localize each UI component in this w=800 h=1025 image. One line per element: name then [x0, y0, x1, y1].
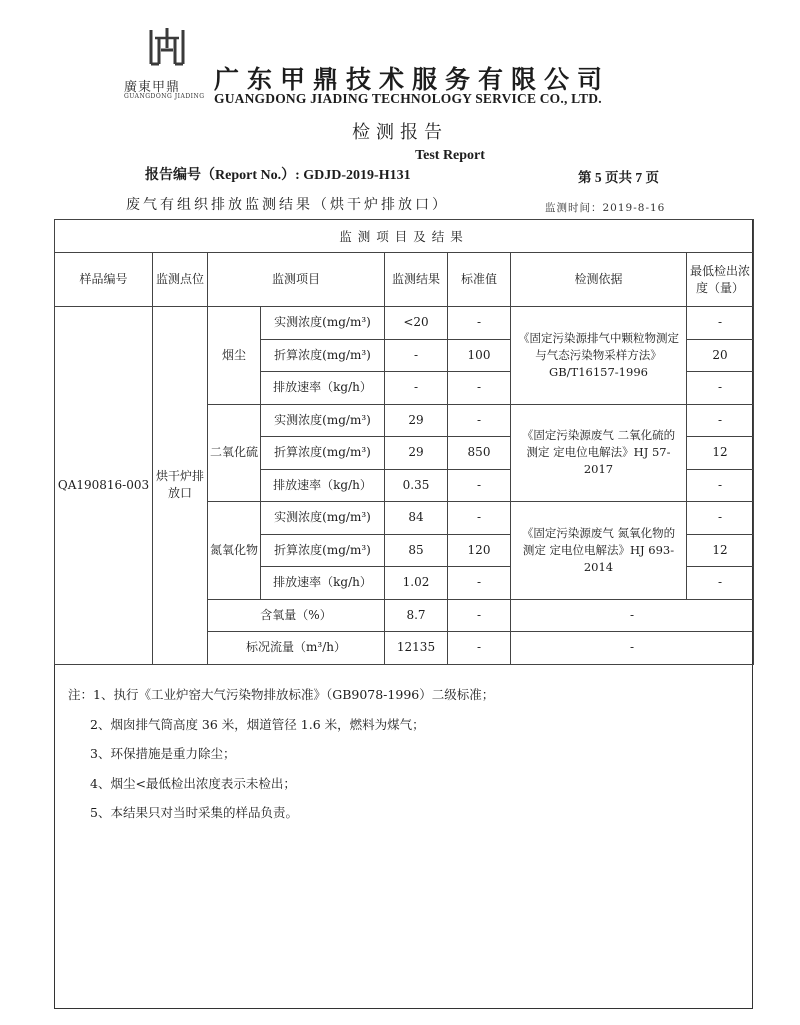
- point-cell: 烘干炉排放口: [153, 307, 208, 665]
- note-item: 2、烟囱排气筒高度 36 米，烟道管径 1.6 米，燃料为煤气；: [90, 716, 425, 732]
- report-number: 报告编号（Report No.）: GDJD-2019-H131: [145, 168, 411, 183]
- standard-cell: -: [448, 502, 511, 535]
- item-cell: 折算浓度(mg/m³): [261, 339, 385, 372]
- group-name: 二氧化硫: [208, 404, 261, 502]
- item-cell: 实测浓度(mg/m³): [261, 404, 385, 437]
- standard-cell: -: [448, 599, 511, 632]
- page-number: 第 5 页共 7 页: [578, 170, 659, 185]
- min-detect-cell: 20: [687, 339, 754, 372]
- min-detect-cell: -: [687, 567, 754, 600]
- basis-cell: 《固定污染源废气 氮氧化物的测定 定电位电解法》HJ 693-2014: [511, 502, 687, 600]
- result-cell: 0.35: [385, 469, 448, 502]
- group-name: 氮氧化物: [208, 502, 261, 600]
- min-detect-cell: -: [687, 469, 754, 502]
- basis-cell: 《固定污染源废气 二氧化硫的测定 定电位电解法》HJ 57-2017: [511, 404, 687, 502]
- min-detect-cell: -: [687, 404, 754, 437]
- header-sample-id: 样品编号: [55, 253, 153, 307]
- result-cell: <20: [385, 307, 448, 340]
- standard-cell: -: [448, 372, 511, 405]
- min-detect-cell: 12: [687, 534, 754, 567]
- item-cell: 排放速率（kg/h）: [261, 469, 385, 502]
- item-cell: 排放速率（kg/h）: [261, 372, 385, 405]
- item-cell: 实测浓度(mg/m³): [261, 307, 385, 340]
- note-item: 5、本结果只对当时采集的样品负责。: [90, 805, 298, 820]
- basis-cell: -: [511, 632, 754, 665]
- report-title-en: Test Report: [415, 148, 485, 163]
- result-cell: -: [385, 372, 448, 405]
- company-name-en: GUANGDONG JIADING TECHNOLOGY SERVICE CO., LTD.: [214, 91, 602, 106]
- result-cell: 85: [385, 534, 448, 567]
- sample-id-cell: QA190816-003: [55, 307, 153, 665]
- header-result: 监测结果: [385, 253, 448, 307]
- basis-cell: 《固定污染源排气中颗粒物测定与气态污染物采样方法》GB/T16157-1996: [511, 307, 687, 405]
- section-title: 废气有组织排放监测结果（烘干炉排放口）: [126, 197, 449, 213]
- notes-block: [68, 680, 494, 828]
- result-cell: 84: [385, 502, 448, 535]
- standard-cell: -: [448, 307, 511, 340]
- standard-cell: 120: [448, 534, 511, 567]
- company-name-cn: 广东甲鼎技术服务有限公司: [214, 65, 611, 94]
- min-detect-cell: -: [687, 502, 754, 535]
- result-cell: 29: [385, 437, 448, 470]
- standard-cell: -: [448, 404, 511, 437]
- table-header-row: [55, 253, 754, 307]
- results-table: [54, 219, 754, 665]
- min-detect-cell: 12: [687, 437, 754, 470]
- result-cell: 1.02: [385, 567, 448, 600]
- header-basis: 检测依据: [511, 253, 687, 307]
- header-min-detect: 最低检出浓度（量）: [687, 253, 754, 307]
- standard-cell: -: [448, 632, 511, 665]
- header-standard: 标准值: [448, 253, 511, 307]
- result-cell: 12135: [385, 632, 448, 665]
- item-cell: 折算浓度(mg/m³): [261, 437, 385, 470]
- note-item: 4、烟尘<最低检出浓度表示未检出；: [90, 775, 296, 791]
- header-point: 监测点位: [153, 253, 208, 307]
- table-row: [55, 307, 754, 340]
- basis-cell: -: [511, 599, 754, 632]
- group-name: 烟尘: [208, 307, 261, 405]
- standard-cell: 850: [448, 437, 511, 470]
- result-cell: 29: [385, 404, 448, 437]
- item-cell: 排放速率（kg/h）: [261, 567, 385, 600]
- note-item: 注：1、执行《工业炉窑大气污染物排放标准》（GB9078-1996）二级标准；: [68, 687, 495, 702]
- item-cell: 含氧量（%）: [208, 599, 385, 632]
- min-detect-cell: -: [687, 372, 754, 405]
- item-cell: 标况流量（m³/h）: [208, 632, 385, 665]
- monitor-time: 监测时间：2019-8-16: [545, 202, 666, 214]
- company-logo-icon: [147, 28, 187, 68]
- logo-text-cn: 廣東甲鼎: [124, 80, 181, 95]
- standard-cell: 100: [448, 339, 511, 372]
- result-cell: -: [385, 339, 448, 372]
- item-cell: 实测浓度(mg/m³): [261, 502, 385, 535]
- item-cell: 折算浓度(mg/m³): [261, 534, 385, 567]
- standard-cell: -: [448, 469, 511, 502]
- report-title-cn: 检测报告: [352, 122, 448, 143]
- min-detect-cell: -: [687, 307, 754, 340]
- standard-cell: -: [448, 567, 511, 600]
- note-item: 3、环保措施是重力除尘；: [90, 746, 236, 761]
- table-title: 监测项目及结果: [55, 220, 754, 253]
- header-item: 监测项目: [208, 253, 385, 307]
- logo-text-en: GUANGDONG JIADING: [124, 93, 205, 100]
- result-cell: 8.7: [385, 599, 448, 632]
